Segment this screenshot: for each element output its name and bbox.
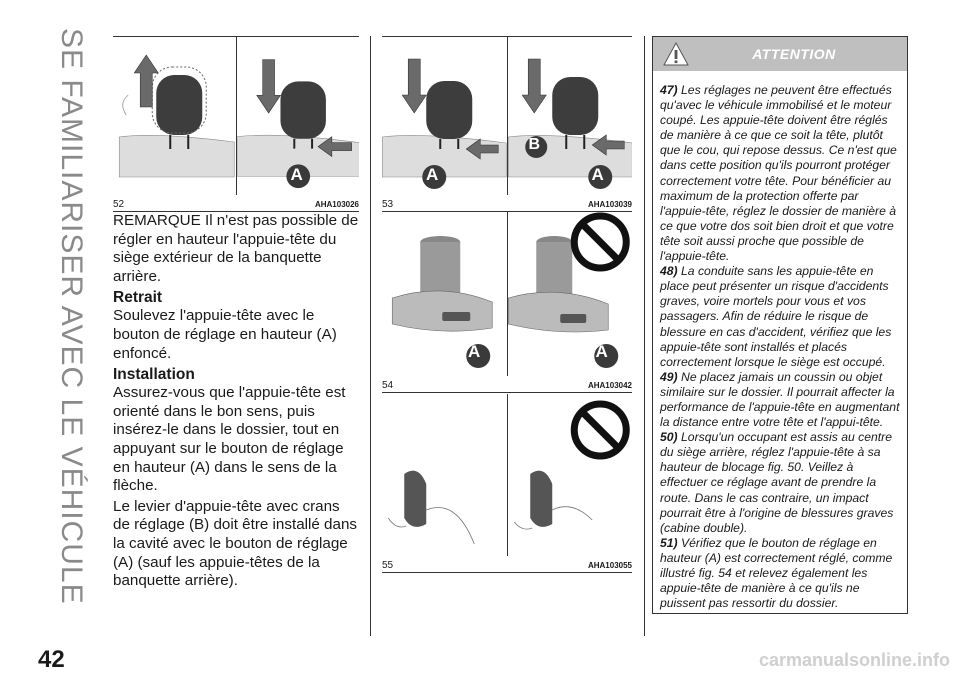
figure-panel: [113, 37, 236, 195]
figure-code: AHA103055: [587, 561, 632, 570]
attention-item-text: Ne placez jamais un coussin ou objet similaire sur le dossier. Il pourrait affecter la performance de l'appuie-tête en augmentant la distance entre votre tête et l'appui-tête.: [660, 369, 900, 430]
figure-panel: [382, 37, 507, 195]
attention-item-number: 49): [660, 369, 678, 384]
figure-panel: [507, 212, 633, 376]
rear-headrest-illustration: [382, 394, 507, 556]
lever-paragraph: Le levier d'appuie-tête avec crans de réglage (B) doit être installé dans la cavité avec le bouton de réglage (A) (sauf les appuie-têtes de la banquette arrière).: [113, 497, 357, 590]
headrest-illustration: [508, 37, 633, 195]
headrest-post-illustration: [508, 212, 633, 376]
figure-panel: [236, 37, 360, 195]
attention-item-text: La conduite sans les appuie-tête en place peut présenter un risque d'accidents graves, voire mortels pour vous et vos passagers. Afin de réduire le risque de blessure en cas d'accident, vérifiez que les appuie-tête sont installés et placés correctement lorsque le siège est occupé.: [660, 264, 892, 369]
attention-box: [652, 36, 908, 614]
headrest-illustration: [382, 37, 507, 195]
attention-item-number: 47): [660, 83, 678, 97]
figure-52: [113, 36, 359, 212]
heading-installation: Installation: [113, 366, 195, 384]
retrait-paragraph: Soulevez l'appuie-tête avec le bouton de réglage en hauteur (A) enfoncé.: [113, 307, 337, 362]
callout-label: A: [595, 342, 608, 361]
column-divider: [644, 36, 645, 636]
attention-item-text: Les réglages ne peuvent être effectués qu'avec le véhicule immobilisé et le moteur coupé. Les appuie-tête doivent être réglés de manière à ce que ce soit la tête, plutôt que le cou, qui repose dessus. Ce n'est que dans cette position qu'ils pourront protéger correctement votre tête. Pour bénéficier au maximum de la protection offerte par l'appuie-tête, réglez le dossier de manière à ce que votre dos soit bien droit et que votre tête soit aussi proche que possible de l'appuie-tête.: [660, 83, 897, 264]
chapter-side-title: SE FAMILIARISER AVEC LE VÉHICULE: [55, 28, 88, 605]
figure-panel: [507, 37, 633, 195]
figure-number: 52: [113, 199, 125, 210]
figure-53: [382, 36, 632, 212]
headrest-post-illustration: [382, 212, 507, 376]
attention-item: [660, 536, 901, 611]
attention-item-text: Lorsqu'un occupant est assis au centre du siège arrière, réglez l'appuie-tête à sa hauteur de blocage fig. 50. Veillez à effectuer ce réglage avant de prendre la route. Dans le cas contraire, un impact pourrait être à l'origine de blessures graves (cabine double).: [660, 430, 894, 535]
figure-number: 54: [382, 380, 394, 391]
heading-retrait: Retrait: [113, 289, 163, 307]
installation-paragraph: Assurez-vous que l'appuie-tête est orienté dans le bon sens, puis insérez-le dans le dossier, tout en appuyant sur le bouton de réglage en hauteur (A) dans le sens de la flèche.: [113, 384, 346, 495]
column-divider: [370, 36, 371, 636]
figure-54: [382, 212, 632, 393]
callout-label: B: [528, 136, 541, 153]
attention-item: [660, 264, 901, 370]
headrest-illustration: [113, 37, 236, 195]
callout-label: A: [290, 165, 303, 184]
figure-panel: [507, 394, 633, 556]
attention-title: ATTENTION: [752, 46, 836, 62]
figure-panel: [382, 394, 507, 556]
attention-item: [660, 430, 901, 536]
page-number: 42: [38, 646, 65, 673]
attention-item: [660, 370, 901, 430]
callout-label: A: [591, 165, 604, 184]
attention-header: [653, 37, 907, 71]
attention-item-number: 51): [660, 535, 678, 550]
callout-label: A: [468, 342, 481, 361]
figure-code: AHA103039: [587, 200, 632, 209]
remark-paragraph: REMARQUE Il n'est pas possible de régler en hauteur l'appuie-tête du siège extérieur de la banquette arrière.: [113, 212, 359, 285]
attention-item-text: Vérifiez que le bouton de réglage en hauteur (A) est correctement réglé, comme illustré fig. 54 et relevez également les appuie-tête de manière à ce qu'ils ne puissent pas ressortir du dossier.: [660, 535, 893, 611]
attention-item-number: 50): [660, 430, 678, 445]
figure-number: 55: [382, 560, 394, 571]
figure-number: 53: [382, 199, 394, 210]
figure-panel: [382, 212, 507, 376]
watermark: carmanualsonline.info: [758, 650, 950, 670]
attention-body: [653, 71, 907, 611]
attention-item: [660, 83, 901, 264]
body-text-column: [113, 212, 359, 593]
figure-code: AHA103042: [587, 381, 632, 390]
figure-code: AHA103026: [314, 200, 359, 209]
figure-55: [382, 394, 632, 573]
callout-label: A: [426, 165, 439, 184]
rear-headrest-illustration: [508, 394, 633, 556]
attention-item-number: 48): [660, 264, 678, 279]
